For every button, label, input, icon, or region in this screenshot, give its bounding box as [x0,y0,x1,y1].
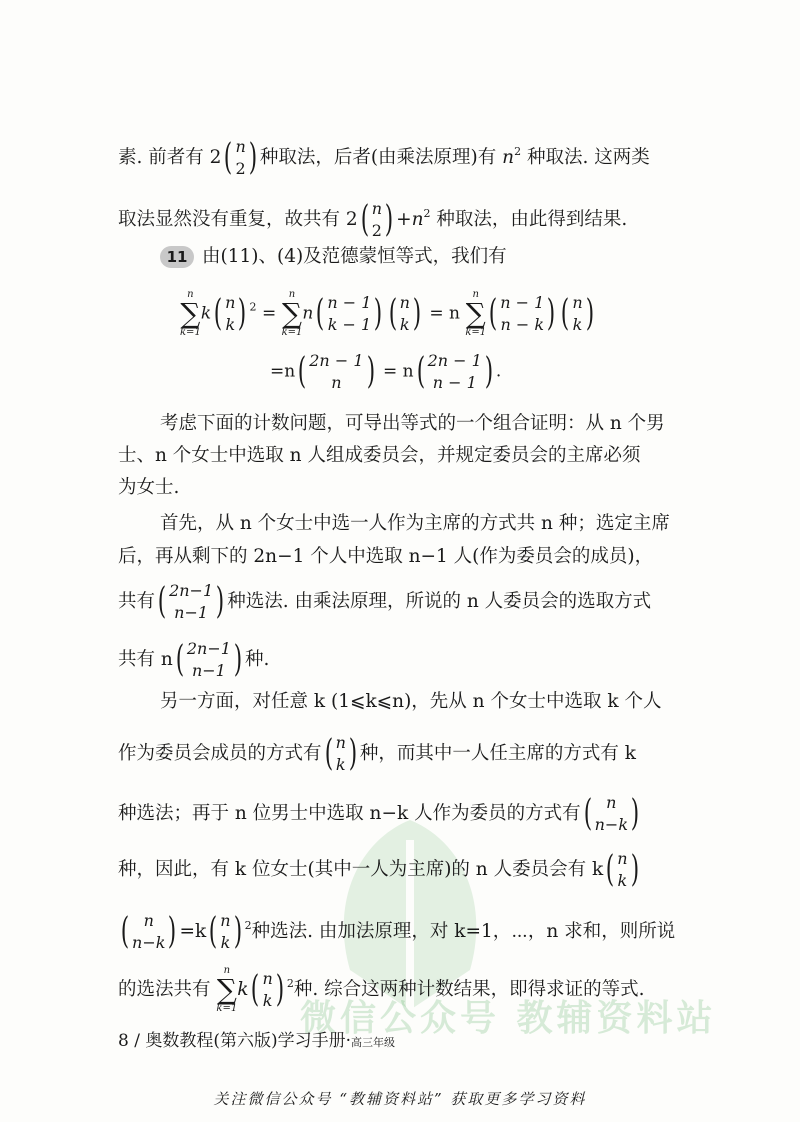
exercise-11-heading: 11 由(11)、(4)及范德蒙恒等式，我们有 [160,245,507,269]
equation-line-1: n ∑ k=1 k ( n k ) $^2$ = n ∑ k=1 n ( n − 1 k − 1 ) ( n k ) = n n ∑ k=1 ( n − 1 n − k ) ( n k ) [180,289,594,338]
para2-line1: 首先，从 n 个女士中选一人作为主席的方式共 n 种；选定主席 [160,513,670,534]
grade-label: 高三年级 [351,1036,396,1049]
para3-line5: ( n n−k ) =k ( n k ) $^2$种选法. 由加法原理，对 k=1，⋯，n 求和，则所说 [120,911,676,952]
exercise-number-badge: 11 [160,246,194,268]
para2-line2: 后，再从剩下的 2n−1 个人中选取 n−1 人(作为委员会的成员)， [118,546,654,567]
para2-line3: 共有 ( 2n−1 n−1 ) 种选法. 由乘法原理，所说的 n 人委员会的选取方式 [118,581,652,622]
para3-line6: 的选法共有 n ∑ k=1 k ( n k ) $^2$种. 综合这两种计数结果，即得求证的等式. [118,965,645,1014]
watermark-text: 微信公众号 教辅资料站 [300,998,717,1039]
bottom-note: 关注微信公众号 “教辅资料站” 获取更多学习资料 [213,1090,587,1108]
para3-line2: 作为委员会成员的方式有 ( n k ) 种，而其中一人任主席的方式有 k [118,733,637,774]
para3-line3: 种选法；再于 n 位男士中选取 n−k 人作为委员的方式有 ( n n−k ) [118,793,640,834]
page-number: 8 / [118,1031,140,1051]
book-title: 奥数教程(第六版)学习手册· [145,1031,352,1051]
text-line-2: 取法显然没有重复，故共有 2 ( n 2 ) $+n^2$ 种取法，由此得到结果. [118,199,628,240]
equation-line-2: =n ( 2n − 1 n ) = n ( 2n − 1 n − 1 ) . [270,351,502,392]
text-line-1: 素. 前者有 2 ( n 2 ) 种取法，后者(由乘法原理)有 $n^2$ 种取法. 这两类 [118,137,650,178]
para2-line4: 共有 n ( 2n−1 n−1 ) 种. [118,639,270,680]
para3-line1: 另一方面，对任意 k (1⩽k⩽n)，先从 n 个女士中选取 k 个人 [160,691,662,712]
para1-line1: 考虑下面的计数问题，可导出等式的一个组合证明：从 n 个男 [160,413,665,434]
page-footer [118,1026,395,1051]
para1-line2: 士、n 个女士中选取 n 人组成委员会，并规定委员会的主席必须 [118,445,641,466]
para3-line4: 种，因此，有 k 位女士(其中一人为主席)的 n 人委员会有 k ( n k ) [118,849,639,890]
para1-line3: 为女士. [118,477,180,498]
